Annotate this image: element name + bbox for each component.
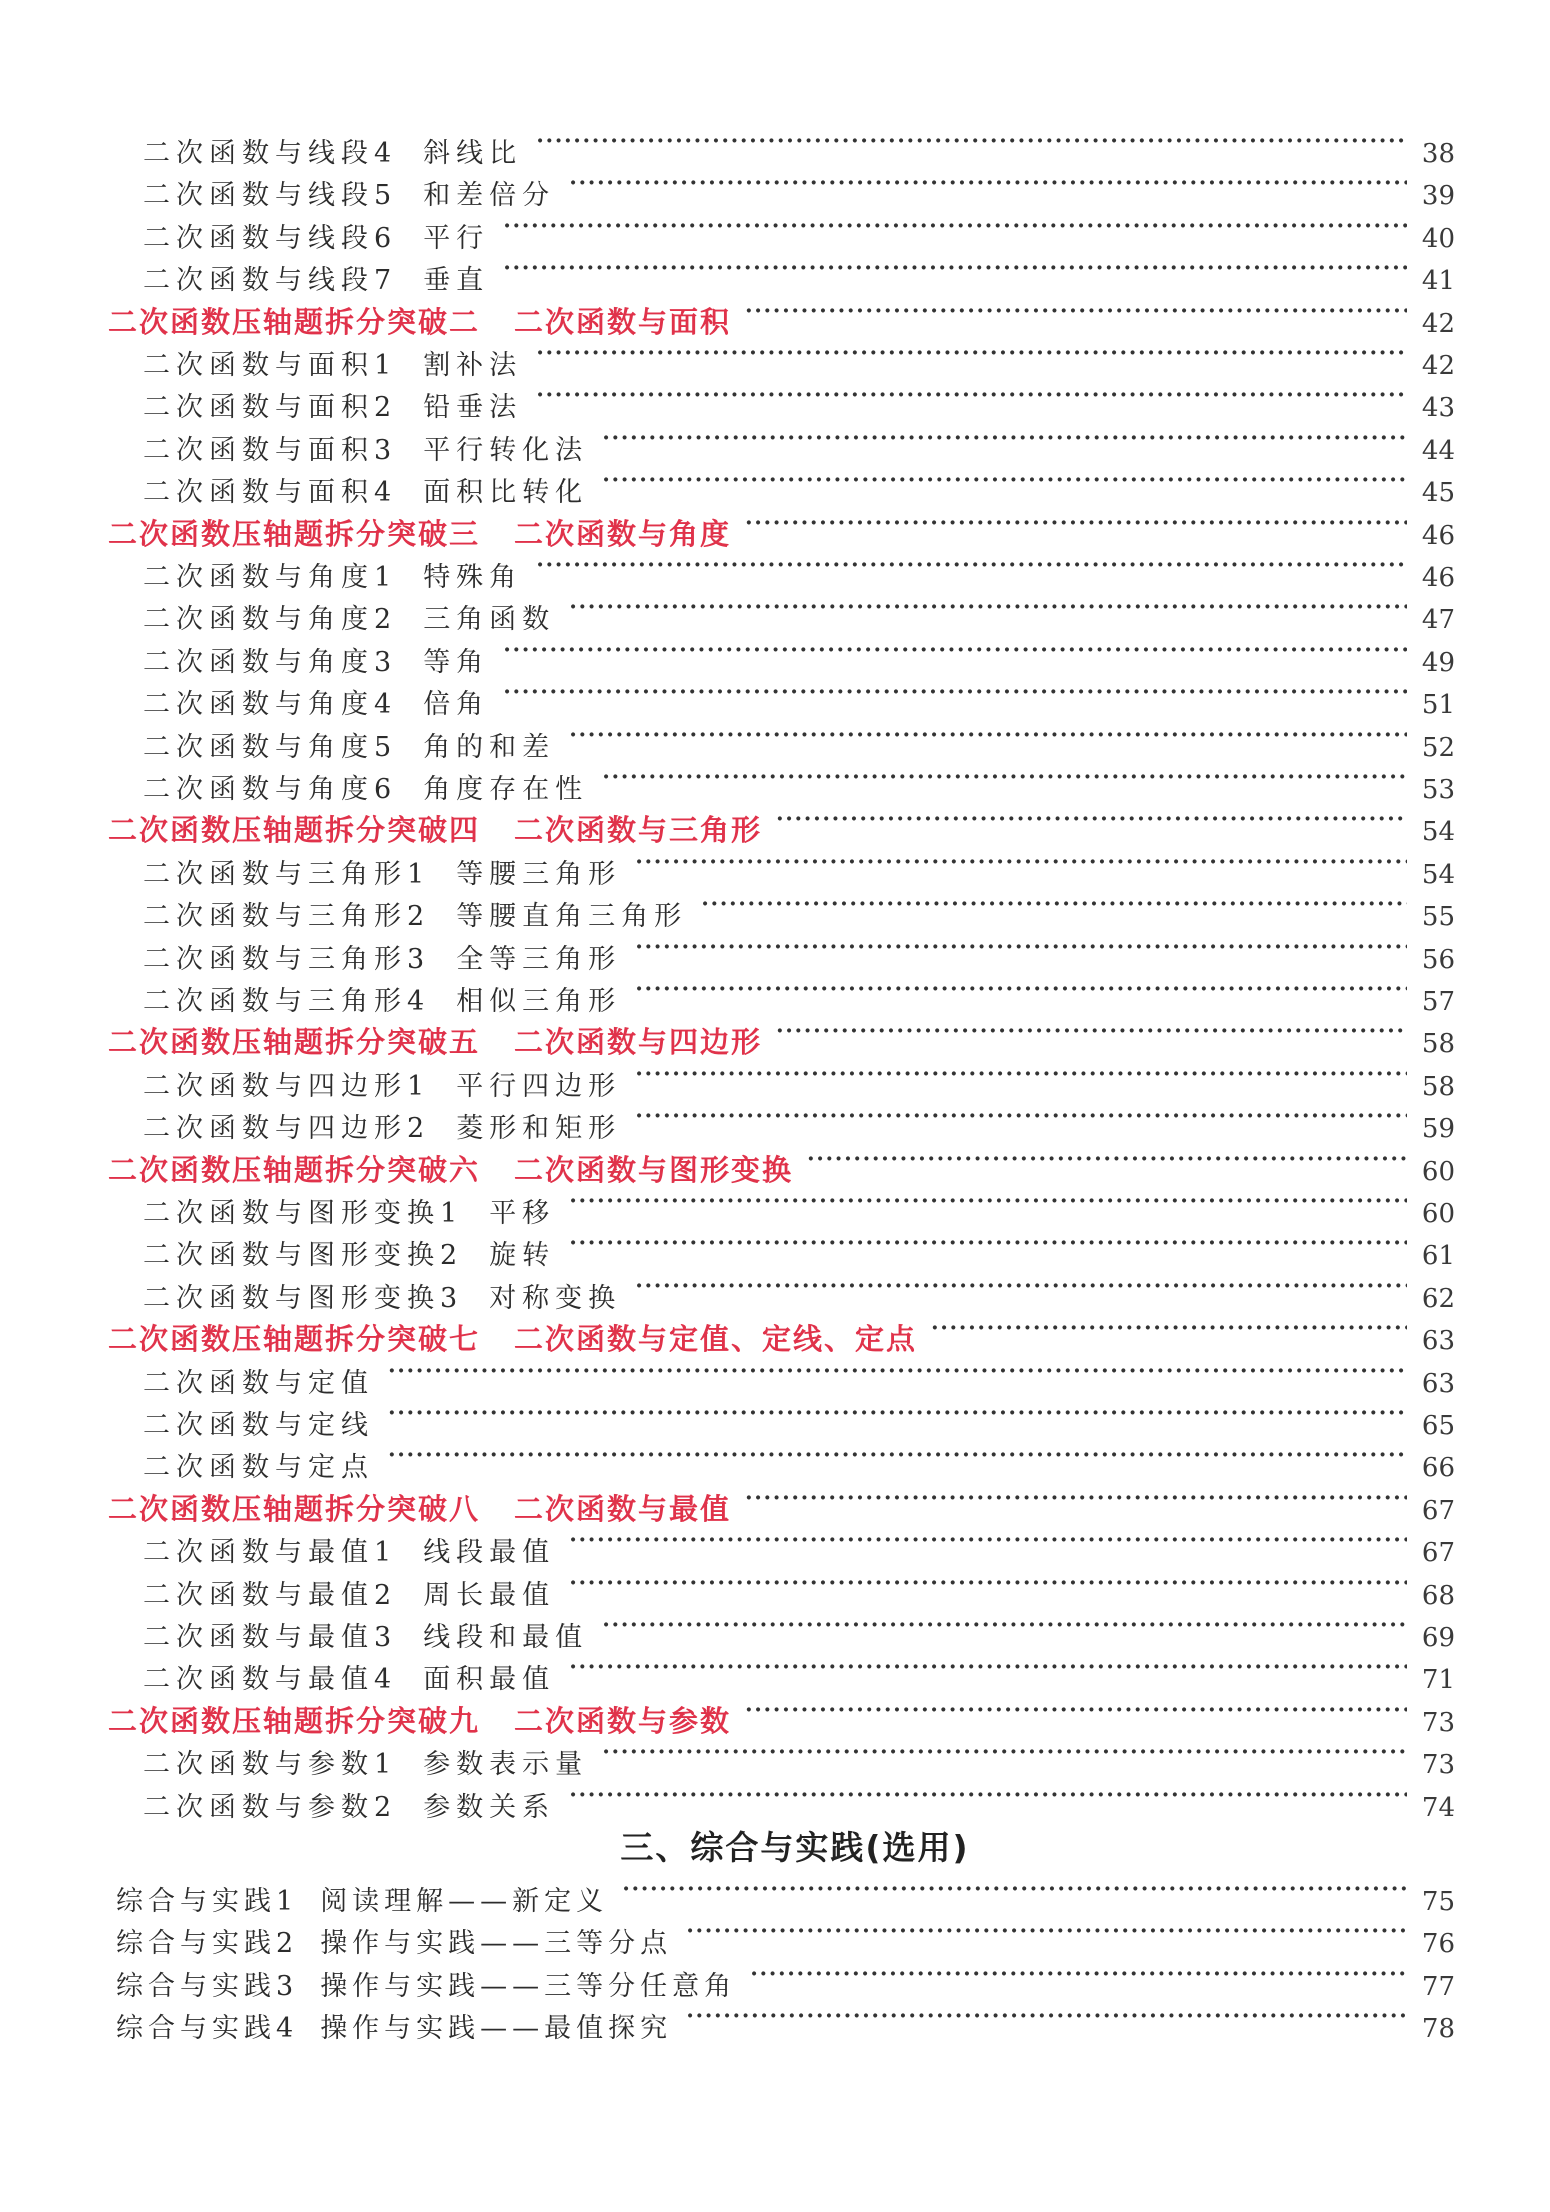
dot-leader — [388, 1350, 1407, 1392]
entry-topic: 倍角 — [423, 689, 490, 721]
entry-title: 二次函数与最值4 — [143, 1664, 398, 1696]
dot-leader — [503, 671, 1407, 713]
entry-title: 二次函数与定值 — [143, 1367, 374, 1399]
dot-leader — [776, 798, 1407, 840]
entry-title: 二次函数与角度3 — [143, 646, 398, 678]
entry-title: 二次函数与最值3 — [143, 1622, 398, 1653]
page-number: 44 — [1421, 435, 1455, 466]
toc-subsection-entry[interactable] — [143, 1731, 1455, 1781]
dot-leader — [569, 1774, 1407, 1816]
toc-subsection-entry[interactable] — [143, 1053, 1455, 1102]
toc-subsection-entry[interactable] — [143, 1434, 1455, 1484]
page-number: 43 — [1421, 393, 1455, 424]
toc-subsection-entry[interactable] — [143, 247, 1455, 297]
entry-title: 二次函数与参数1 — [143, 1749, 398, 1781]
toc-chapter-entry[interactable] — [108, 1689, 1455, 1738]
dot-leader — [686, 1995, 1407, 2037]
entry-topic: 面积比转化 — [423, 477, 589, 509]
toc-subsection-entry[interactable] — [143, 968, 1455, 1017]
entry-topic: 角度存在性 — [423, 774, 589, 805]
page-number: 38 — [1421, 139, 1455, 169]
dot-leader — [569, 1180, 1407, 1222]
entry-topic: 阅读理解——新定义 — [320, 1886, 609, 1917]
page-number: 55 — [1421, 902, 1455, 933]
page-number: 67 — [1421, 1538, 1455, 1569]
dot-leader — [569, 586, 1407, 628]
entry-title: 二次函数与角度2 — [143, 604, 398, 636]
entry-title: 二次函数与线段6 — [143, 222, 398, 254]
entry-topic: 割补法 — [423, 350, 523, 381]
dot-leader — [602, 1604, 1407, 1646]
toc-subsection-entry[interactable] — [143, 671, 1455, 721]
toc-subsection-entry[interactable] — [143, 1604, 1455, 1653]
page-number: 63 — [1421, 1368, 1455, 1399]
page-number: 56 — [1421, 944, 1455, 975]
toc-chapter-entry[interactable] — [108, 1477, 1455, 1526]
entry-topic: 相似三角形 — [456, 986, 622, 1017]
dot-leader — [388, 1392, 1407, 1434]
page-number: 54 — [1421, 817, 1455, 848]
entry-title: 二次函数与参数2 — [143, 1791, 398, 1823]
dot-leader — [569, 1562, 1407, 1604]
entry-title: 二次函数压轴题拆分突破八 — [108, 1491, 481, 1526]
page-number: 69 — [1421, 1623, 1455, 1653]
entry-title: 二次函数与线段4 — [143, 138, 398, 169]
page-number: 73 — [1421, 1750, 1455, 1781]
entry-title: 二次函数与定线 — [143, 1410, 374, 1441]
entry-title: 二次函数与定点 — [143, 1452, 374, 1484]
dot-leader — [807, 1138, 1407, 1180]
entry-topic: 线段最值 — [423, 1537, 556, 1569]
entry-topic: 参数表示量 — [423, 1749, 589, 1781]
dot-leader — [536, 544, 1407, 586]
page-number: 59 — [1421, 1114, 1455, 1145]
toc-chapter-entry[interactable] — [108, 1010, 1455, 1060]
page-number: 42 — [1421, 308, 1455, 339]
entry-topic: 二次函数与图形变换 — [514, 1152, 794, 1187]
page-number: 39 — [1421, 181, 1455, 212]
toc-subsection-entry[interactable] — [143, 374, 1455, 424]
dot-leader — [569, 714, 1407, 756]
entry-topic: 等腰直角三角形 — [456, 901, 688, 933]
toc-subsection-entry[interactable] — [143, 714, 1455, 763]
entry-topic: 斜线比 — [423, 138, 523, 169]
entry-title: 二次函数压轴题拆分突破七 — [108, 1322, 481, 1357]
dot-leader — [503, 247, 1407, 289]
page-number: 63 — [1421, 1326, 1455, 1357]
entry-topic: 旋转 — [489, 1240, 556, 1272]
page-number: 46 — [1421, 520, 1455, 551]
toc-subsection-entry[interactable] — [143, 1562, 1455, 1611]
dot-leader — [750, 1953, 1407, 1995]
entry-topic: 平移 — [489, 1198, 556, 1229]
page-number: 68 — [1421, 1580, 1455, 1611]
page-number: 77 — [1421, 1971, 1455, 2002]
entry-topic: 等腰三角形 — [456, 858, 622, 890]
dot-leader — [635, 926, 1407, 968]
entry-title: 二次函数与图形变换2 — [143, 1240, 464, 1272]
toc-subsection-entry[interactable] — [143, 1222, 1455, 1272]
dot-leader — [745, 1689, 1407, 1731]
page-number: 65 — [1421, 1411, 1455, 1441]
toc-subsection-entry[interactable] — [143, 459, 1455, 509]
entry-topic: 铅垂法 — [423, 392, 523, 424]
dot-leader — [569, 1646, 1407, 1688]
practice-entry[interactable] — [116, 1868, 1455, 1917]
dot-leader — [388, 1434, 1407, 1476]
toc-subsection-entry[interactable] — [143, 756, 1455, 805]
entry-topic: 菱形和矩形 — [456, 1113, 622, 1145]
toc-subsection-entry[interactable] — [143, 205, 1455, 254]
entry-title: 二次函数与三角形1 — [143, 858, 431, 890]
entry-title: 综合与实践3 — [116, 1970, 299, 2002]
page-number: 46 — [1421, 563, 1455, 593]
entry-title: 二次函数与面积2 — [143, 392, 398, 424]
entry-topic: 平行转化法 — [423, 434, 589, 466]
dot-leader — [602, 756, 1407, 798]
dot-leader — [503, 205, 1407, 247]
toc-subsection-entry[interactable] — [143, 544, 1455, 593]
page-number: 42 — [1421, 351, 1455, 381]
entry-title: 二次函数与三角形4 — [143, 986, 431, 1017]
page-number: 78 — [1421, 2014, 1455, 2045]
entry-topic: 对称变换 — [489, 1282, 622, 1314]
page-number: 58 — [1421, 1071, 1455, 1102]
entry-title: 综合与实践4 — [116, 2013, 299, 2045]
page-number: 60 — [1421, 1156, 1455, 1187]
toc-subsection-entry[interactable] — [143, 1265, 1455, 1314]
page-number: 57 — [1421, 987, 1455, 1017]
dot-leader — [569, 1222, 1407, 1264]
entry-title: 二次函数与角度6 — [143, 774, 398, 805]
entry-title: 二次函数与角度4 — [143, 689, 398, 721]
page-number: 47 — [1421, 605, 1455, 636]
toc-subsection-entry[interactable] — [143, 120, 1455, 169]
dot-leader — [503, 629, 1407, 671]
entry-title: 二次函数与三角形3 — [143, 943, 431, 975]
entry-topic: 操作与实践——最值探究 — [320, 2013, 673, 2045]
practice-entry[interactable] — [116, 1953, 1455, 2002]
dot-leader — [776, 1010, 1407, 1052]
page-number: 67 — [1421, 1495, 1455, 1526]
entry-topic: 参数关系 — [423, 1791, 556, 1823]
entry-topic: 和差倍分 — [423, 180, 556, 212]
toc-chapter-entry[interactable] — [108, 502, 1455, 551]
dot-leader — [569, 162, 1407, 204]
page-number: 76 — [1421, 1929, 1455, 1960]
page-number: 52 — [1421, 732, 1455, 763]
toc-subsection-entry[interactable] — [143, 926, 1455, 975]
page-number: 62 — [1421, 1283, 1455, 1314]
page-number: 75 — [1421, 1887, 1455, 1917]
dot-leader — [745, 1477, 1407, 1519]
page-number: 41 — [1421, 266, 1455, 297]
page-number: 73 — [1421, 1707, 1455, 1738]
dot-leader — [701, 883, 1407, 925]
dot-leader — [536, 332, 1407, 374]
toc-subsection-entry[interactable] — [143, 1095, 1455, 1145]
page-number: 53 — [1421, 775, 1455, 805]
toc-chapter-entry[interactable] — [108, 290, 1455, 339]
toc-subsection-entry[interactable] — [143, 1646, 1455, 1696]
toc-subsection-entry[interactable] — [143, 417, 1455, 466]
practice-entry[interactable] — [116, 1910, 1455, 1960]
toc-subsection-entry[interactable] — [143, 1519, 1455, 1569]
page-number: 61 — [1421, 1241, 1455, 1272]
entry-title: 二次函数与面积1 — [143, 350, 398, 381]
dot-leader — [635, 968, 1407, 1010]
toc-subsection-entry[interactable] — [143, 162, 1455, 212]
entry-title: 二次函数与三角形2 — [143, 901, 431, 933]
toc-subsection-entry[interactable] — [143, 1180, 1455, 1229]
entry-title: 二次函数与线段5 — [143, 180, 398, 212]
page-number: 60 — [1421, 1199, 1455, 1229]
entry-title: 二次函数压轴题拆分突破四 — [108, 813, 481, 848]
toc-subsection-entry[interactable] — [143, 841, 1455, 890]
entry-topic: 三角函数 — [423, 604, 556, 636]
entry-topic: 二次函数与最值 — [514, 1491, 732, 1526]
entry-title: 综合与实践2 — [116, 1928, 299, 1960]
entry-title: 二次函数压轴题拆分突破五 — [108, 1025, 481, 1060]
entry-title: 二次函数与四边形2 — [143, 1113, 431, 1145]
entry-title: 二次函数压轴题拆分突破六 — [108, 1152, 481, 1187]
dot-leader — [686, 1910, 1407, 1952]
dot-leader — [602, 459, 1407, 501]
entry-title: 二次函数与面积3 — [143, 434, 398, 466]
entry-title: 二次函数与最值2 — [143, 1579, 398, 1611]
dot-leader — [635, 1265, 1407, 1307]
practice-entry[interactable] — [116, 1995, 1455, 2045]
entry-title: 综合与实践1 — [116, 1886, 299, 1917]
entry-topic: 垂直 — [423, 265, 490, 297]
entry-topic: 二次函数与定值、定线、定点 — [514, 1322, 918, 1357]
dot-leader — [635, 841, 1407, 883]
dot-leader — [602, 417, 1407, 459]
toc-chapter-entry[interactable] — [108, 1307, 1455, 1357]
entry-topic: 操作与实践——三等分点 — [320, 1928, 673, 1960]
entry-topic: 平行 — [423, 222, 490, 254]
entry-topic: 二次函数与三角形 — [514, 813, 763, 848]
page-number: 74 — [1421, 1792, 1455, 1823]
entry-topic: 周长最值 — [423, 1579, 556, 1611]
entry-label — [116, 2008, 686, 2050]
page-number: 58 — [1421, 1029, 1455, 1060]
section-title: 三、综合与实践(选用) — [620, 1828, 970, 1867]
page-number: 54 — [1421, 859, 1455, 890]
entry-title: 二次函数压轴题拆分突破二 — [108, 304, 481, 339]
dot-leader — [635, 1095, 1407, 1137]
entry-topic: 角的和差 — [423, 731, 556, 763]
entry-title: 二次函数压轴题拆分突破三 — [108, 516, 481, 551]
dot-leader — [622, 1868, 1407, 1910]
entry-topic: 平行四边形 — [456, 1070, 622, 1102]
page-number: 40 — [1421, 223, 1455, 254]
toc-subsection-entry[interactable] — [143, 332, 1455, 381]
entry-topic: 二次函数与面积 — [514, 304, 732, 339]
entry-topic: 二次函数与四边形 — [514, 1025, 763, 1060]
page-number: 51 — [1421, 690, 1455, 721]
dot-leader — [536, 374, 1407, 416]
dot-leader — [569, 1519, 1407, 1561]
entry-title: 二次函数与图形变换1 — [143, 1198, 464, 1229]
page-number: 66 — [1421, 1453, 1455, 1484]
entry-title: 二次函数与线段7 — [143, 265, 398, 297]
entry-title: 二次函数与角度5 — [143, 731, 398, 763]
entry-topic: 面积最值 — [423, 1664, 556, 1696]
dot-leader — [745, 290, 1407, 332]
toc-subsection-entry[interactable] — [143, 1392, 1455, 1441]
entry-title: 二次函数压轴题拆分突破九 — [108, 1703, 481, 1738]
toc-chapter-entry[interactable] — [108, 1138, 1455, 1187]
entry-topic: 特殊角 — [423, 562, 523, 593]
page-number: 45 — [1421, 478, 1455, 509]
entry-title: 二次函数与四边形1 — [143, 1070, 431, 1102]
entry-title: 二次函数与角度1 — [143, 562, 398, 593]
toc-subsection-entry[interactable] — [143, 883, 1455, 933]
page-number: 49 — [1421, 647, 1455, 678]
entry-title: 二次函数与最值1 — [143, 1537, 398, 1569]
entry-topic: 线段和最值 — [423, 1622, 589, 1653]
toc-subsection-entry[interactable] — [143, 586, 1455, 636]
toc-chapter-entry[interactable] — [108, 798, 1455, 848]
entry-topic: 二次函数与角度 — [514, 516, 732, 551]
toc-subsection-entry[interactable] — [143, 629, 1455, 678]
dot-leader — [536, 120, 1407, 162]
entry-topic: 全等三角形 — [456, 943, 622, 975]
entry-topic: 等角 — [423, 646, 490, 678]
entry-title: 二次函数与图形变换3 — [143, 1282, 464, 1314]
entry-title: 二次函数与面积4 — [143, 477, 398, 509]
dot-leader — [745, 502, 1407, 544]
entry-topic: 操作与实践——三等分任意角 — [320, 1970, 737, 2002]
toc-subsection-entry[interactable] — [143, 1774, 1455, 1823]
dot-leader — [931, 1307, 1407, 1349]
dot-leader — [602, 1731, 1407, 1773]
dot-leader — [635, 1053, 1407, 1095]
page-number: 71 — [1421, 1665, 1455, 1696]
entry-topic: 二次函数与参数 — [514, 1703, 732, 1738]
toc-subsection-entry[interactable] — [143, 1350, 1455, 1399]
